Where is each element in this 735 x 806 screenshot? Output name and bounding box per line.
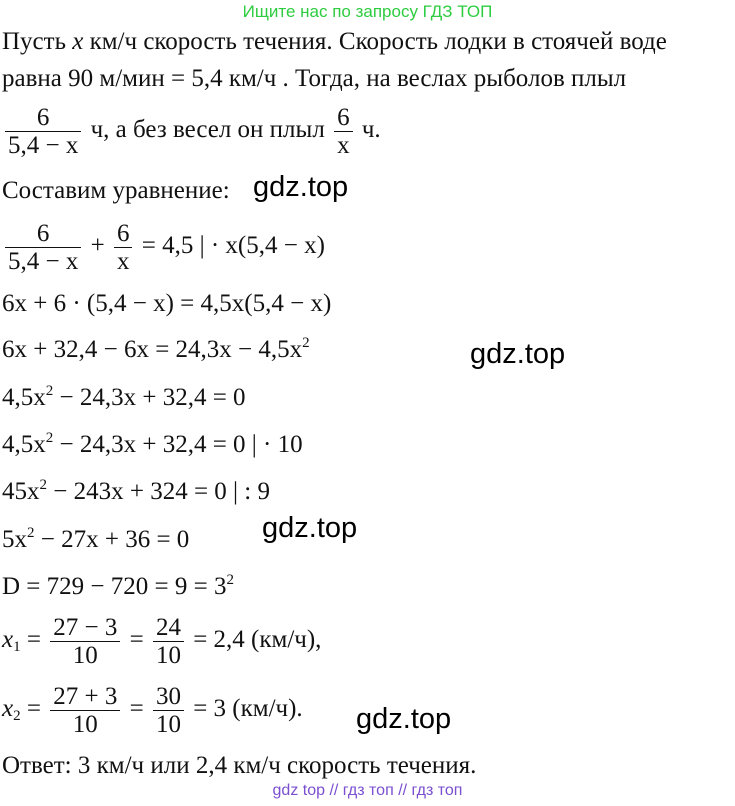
exponent: 2 — [27, 525, 35, 541]
denominator: 10 — [72, 642, 98, 669]
text-segment: = — [20, 695, 48, 723]
numerator: 24 — [153, 614, 184, 642]
text-segment: км/ч скорость течения. Скорость лодки в стоячей воде — [83, 28, 667, 55]
fraction — [5, 220, 81, 275]
exponent: 2 — [302, 335, 310, 351]
numerator: 27 + 3 — [50, 683, 120, 711]
numerator: 30 — [153, 683, 184, 711]
numerator: 6 — [334, 104, 353, 132]
equation-7 — [2, 525, 189, 555]
fraction — [5, 104, 81, 159]
equation-3 — [2, 335, 310, 365]
text-segment: 4,5x — [2, 431, 46, 458]
watermark: gdz.top — [262, 512, 358, 544]
text-segment: = — [123, 695, 150, 723]
equation-4 — [2, 383, 246, 413]
denominator: 10 — [72, 711, 98, 738]
text-segment: − 243x + 324 = 0 | : 9 — [47, 478, 270, 505]
text-segment: − 27x + 36 = 0 — [34, 526, 190, 553]
text-line-1 — [2, 27, 667, 57]
text-segment: − 24,3x + 32,4 = 0 — [53, 384, 246, 411]
exponent: 2 — [45, 430, 54, 446]
text-segment: Пусть — [2, 28, 73, 55]
variable-x: x — [2, 695, 14, 723]
exponent: 2 — [45, 383, 54, 399]
text-segment: + — [84, 232, 111, 260]
answer-line: Ответ: 3 км/ч или 2,4 км/ч скорость течения. — [2, 752, 477, 779]
denominator: 10 — [155, 642, 181, 669]
text-segment: D = 729 − 720 = 9 = 3 — [2, 573, 227, 600]
fraction — [50, 614, 120, 669]
equation-8 — [2, 572, 234, 602]
fraction — [153, 683, 184, 738]
subscript: 2 — [13, 708, 21, 725]
text-segment: 45x — [2, 478, 40, 505]
denominator: 5,4 − x — [8, 132, 79, 159]
text-segment: = 4,5 | · x(5,4 − x) — [135, 232, 325, 260]
text-segment: = — [20, 626, 48, 654]
text-segment: − 24,3x + 32,4 = 0 | · 10 — [53, 431, 303, 458]
fraction — [50, 683, 120, 738]
fraction — [334, 104, 353, 159]
numerator: 6 — [5, 220, 81, 248]
denominator: 10 — [155, 711, 181, 738]
text-segment: ч, а без весел он плыл — [84, 116, 332, 144]
text-segment: 5x — [2, 526, 27, 553]
exponent: 2 — [226, 572, 234, 588]
equation-6 — [2, 477, 270, 507]
denominator: x — [337, 132, 350, 159]
subscript: 1 — [13, 639, 21, 656]
denominator: 5,4 − x — [8, 248, 79, 275]
numerator: 27 − 3 — [50, 614, 120, 642]
watermark: gdz.top — [356, 703, 452, 735]
equation-1 — [2, 220, 325, 275]
denominator: x — [116, 248, 130, 275]
text-segment: = — [123, 626, 150, 654]
equation-10 — [2, 683, 303, 738]
equation-9 — [2, 614, 321, 669]
text-segment: 4,5x — [2, 384, 46, 411]
text-segment: = 3 (км/ч). — [186, 695, 303, 723]
exponent: 2 — [39, 477, 47, 493]
variable-x: x — [2, 626, 14, 654]
equation-5 — [2, 430, 303, 460]
watermark: gdz.top — [470, 338, 566, 370]
footer-links[interactable]: gdz top // гдз топ // гдз топ — [272, 782, 463, 799]
text-segment: 6x + 32,4 − 6x = 24,3x − 4,5x — [2, 336, 303, 363]
text-line-3 — [2, 104, 381, 159]
text-line-4: Составим уравнение: — [2, 177, 230, 204]
variable-x: x — [72, 28, 84, 55]
watermark: gdz.top — [253, 171, 349, 203]
promo-banner: Ищите нас по запросу ГДЗ ТОП — [242, 2, 493, 21]
numerator: 6 — [5, 104, 81, 132]
numerator: 6 — [114, 220, 133, 248]
text-segment: ч. — [355, 116, 381, 144]
fraction — [153, 614, 184, 669]
text-line-2: равна 90 м/мин = 5,4 км/ч . Тогда, на веслах рыболов плыл — [2, 65, 627, 92]
text-segment: = 2,4 (км/ч), — [186, 626, 322, 654]
fraction — [114, 220, 133, 275]
equation-2: 6x + 6 · (5,4 − x) = 4,5x(5,4 − x) — [2, 290, 332, 317]
